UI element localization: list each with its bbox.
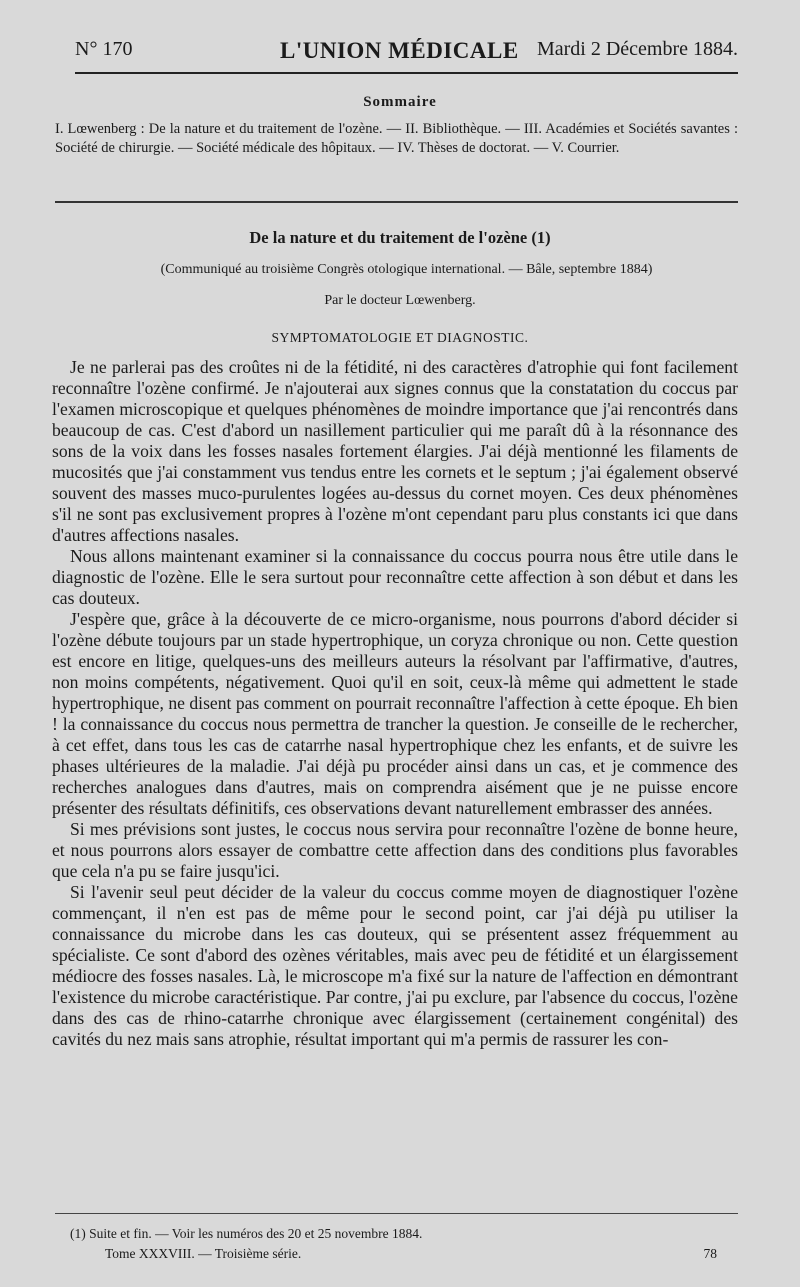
- paragraph: Je ne parlerai pas des croûtes ni de la fétidité, ni des caractères d'atrophie qui font facilement reconnaître l'ozène confirmé. Je n'ajouterai aux signes connus que la constatation du coccus par l'examen microscopique et quelques phénomènes de moindre importance que j'ai rencontrés dans beaucoup de cas. C'est d'abord un nasillement particulier qui me paraît dû à la résonnance des sons de la voix dans les fosses nasales fortement élargies. J'ai déjà mentionné les filaments de mucosités que j'ai constamment vus tendus entre les cornets et le septum ; j'ai également observé souvent des masses muco-purulentes logées au-dessus du cornet moyen. Ces deux phénomènes s'il ne sont pas exclusivement propres à l'ozène m'ont cependant paru plus constants ici que dans d'autres affections nasales.: [52, 357, 738, 545]
- section-heading: SYMPTOMATOLOGIE ET DIAGNOSTIC.: [271, 330, 529, 345]
- footnote-rule: [55, 1213, 738, 1214]
- journal-title: L'UNION MÉDICALE: [280, 38, 519, 63]
- tome-line: Tome XXXVIII. — Troisième série.: [105, 1246, 302, 1261]
- footnote: (1) Suite et fin. — Voir les numéros des 20 et 25 novembre 1884.: [70, 1226, 423, 1241]
- divider-rule: [55, 201, 738, 203]
- summary-text: I. Lœwenberg : De la nature et du traitement de l'ozène. — II. Bibliothèque. — III. Académies et Sociétés savantes : Société de chirurgie. — Société médicale des hôpitaux. — IV. Thèses de doctorat. — V. Courrier.: [55, 121, 738, 156]
- paragraph: Si l'avenir seul peut décider de la valeur du coccus comme moyen de diagnostiquer l'ozène commençant, il n'en est pas de même pour le second point, car j'ai déjà pu utiliser la connaissance du microbe dans les cas douteux, qui se présentent assez fréquemment au spécialiste. Ce sont d'abord des ozènes véritables, mais avec peu de fétidité et un élargissement médiocre des fosses nasales. Là, le microscope m'a fixé sur la nature de l'affection en démontrant l'existence du microbe caractéristique. Par contre, j'ai pu exclure, par l'absence du coccus, l'ozène dans des cas de rhino-catarrhe chronique avec élargissement (certainement congénital) des cavités du nez mais sans atrophie, résultat important qui m'a permis de rassurer les con-: [52, 882, 738, 1049]
- paragraph: Nous allons maintenant examiner si la connaissance du coccus pourra nous être utile dans le diagnostic de l'ozène. Elle le sera surtout pour reconnaître cette affection à son début et dans les cas douteux.: [52, 546, 738, 608]
- page-number: 78: [703, 1246, 717, 1261]
- article-author: Par le docteur Lœwenberg.: [324, 293, 476, 308]
- issue-number: N° 170: [75, 38, 133, 60]
- paragraph: Si mes prévisions sont justes, le coccus nous servira pour reconnaître l'ozène de bonne heure, et nous pourrons alors essayer de combattre cette affection dans des conditions plus favorables que cela n'a pu se faire jusqu'ici.: [52, 819, 738, 881]
- summary-heading: Sommaire: [363, 94, 437, 110]
- article-communication: (Communiqué au troisième Congrès otologique international. — Bâle, septembre 1884): [160, 262, 653, 277]
- article-title: De la nature et du traitement de l'ozène (1): [249, 228, 551, 247]
- paragraph: J'espère que, grâce à la découverte de ce micro-organisme, nous pourrons d'abord décider si l'ozène débute toujours par un stade hypertrophique, un coryza chronique ou non. Cette question est encore en litige, quelques-uns des meilleurs auteurs la résolvant par l'affirmative, d'autres, non moins compétents, négativement. Quoi qu'il en soit, ceux-là même qui admettent le stade hypertrophique, ne disent pas comment on pourrait reconnaître l'affection à cette époque. Eh bien ! la connaissance du coccus nous permettra de trancher la question. Je conseille de le rechercher, à cet effet, dans tous les cas de catarrhe nasal hypertrophique chez les enfants, et de suivre les phases ultérieures de la maladie. J'ai déjà pu procéder ainsi dans un cas, et je commence des recherches analogues dans d'autres, mais on comprendra aisément que je ne puisse encore présenter des résultats définitifs, ces observations devant naturellement embrasser des années.: [52, 609, 738, 818]
- article-body: [52, 357, 738, 1050]
- page-header: [75, 38, 738, 74]
- issue-date: Mardi 2 Décembre 1884.: [536, 38, 738, 60]
